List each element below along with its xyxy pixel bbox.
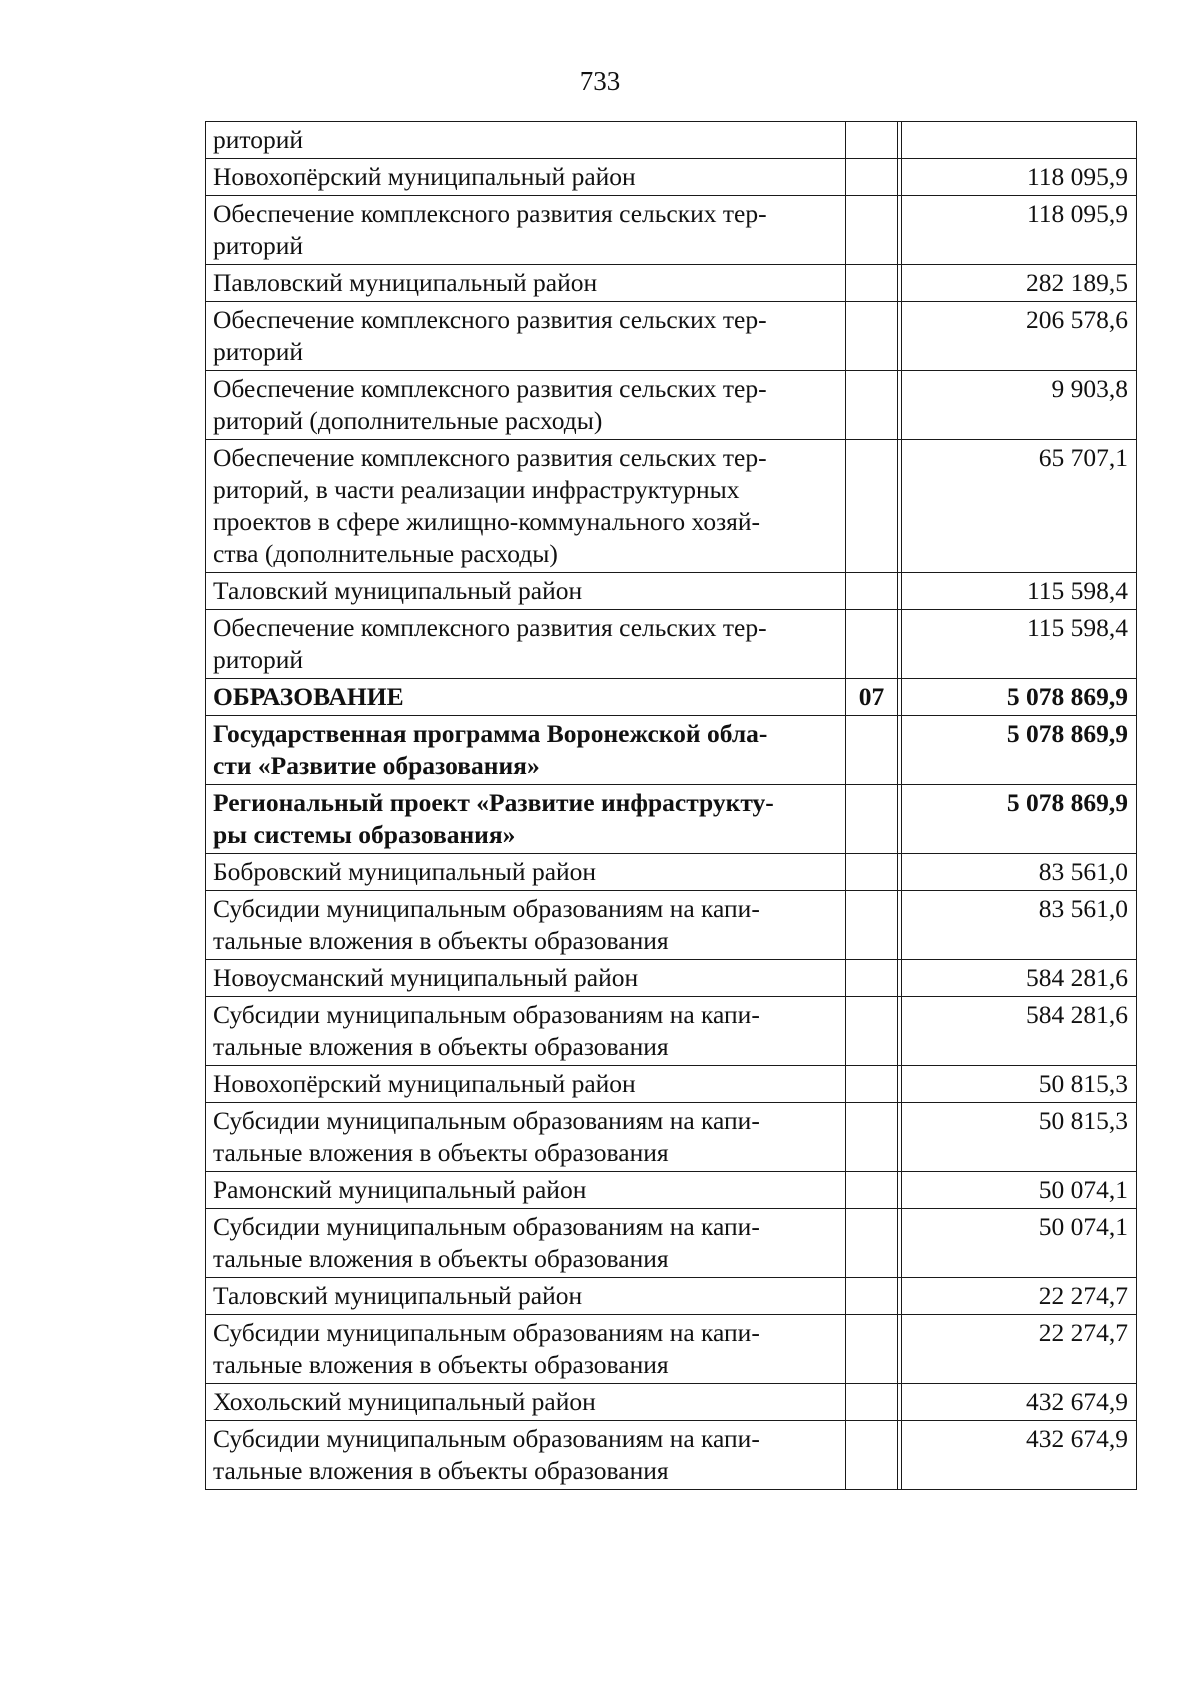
row-section-code — [846, 610, 898, 679]
row-name: Новоусманский муниципальный район — [206, 960, 846, 997]
row-name: Субсидии муниципальным образованиям на капи- тальные вложения в объекты образования — [206, 1421, 846, 1490]
row-name: Обеспечение комплексного развития сельских тер- риторий (дополнительные расходы) — [206, 371, 846, 440]
row-section-code — [846, 785, 898, 854]
row-name: риторий — [206, 122, 846, 159]
table-row — [206, 1103, 1137, 1172]
row-section-code — [846, 1209, 898, 1278]
row-name: Обеспечение комплексного развития сельских тер- риторий — [206, 196, 846, 265]
table-row — [206, 785, 1137, 854]
row-amount: 5 078 869,9 — [902, 785, 1137, 854]
row-amount: 115 598,4 — [902, 610, 1137, 679]
table-row — [206, 1066, 1137, 1103]
table-row — [206, 122, 1137, 159]
row-section-code — [846, 159, 898, 196]
budget-table — [205, 121, 1137, 1490]
row-amount: 22 274,7 — [902, 1315, 1137, 1384]
row-section-code — [846, 960, 898, 997]
table-row — [206, 371, 1137, 440]
row-section-code — [846, 1278, 898, 1315]
row-section-code — [846, 265, 898, 302]
table-row — [206, 679, 1137, 716]
row-amount: 584 281,6 — [902, 997, 1137, 1066]
table-row — [206, 716, 1137, 785]
row-name: Государственная программа Воронежской обла- сти «Развитие образования» — [206, 716, 846, 785]
row-amount: 22 274,7 — [902, 1278, 1137, 1315]
row-amount: 65 707,1 — [902, 440, 1137, 573]
row-amount: 5 078 869,9 — [902, 679, 1137, 716]
table-row — [206, 1278, 1137, 1315]
row-amount: 432 674,9 — [902, 1421, 1137, 1490]
row-amount: 83 561,0 — [902, 891, 1137, 960]
table-row — [206, 960, 1137, 997]
row-section-code — [846, 854, 898, 891]
row-section-code — [846, 1172, 898, 1209]
row-name: Новохопёрский муниципальный район — [206, 159, 846, 196]
row-section-code — [846, 1103, 898, 1172]
table-row — [206, 196, 1137, 265]
row-name: Субсидии муниципальным образованиям на капи- тальные вложения в объекты образования — [206, 1315, 846, 1384]
row-name: Субсидии муниципальным образованиям на капи- тальные вложения в объекты образования — [206, 997, 846, 1066]
row-section-code — [846, 1421, 898, 1490]
table-row — [206, 997, 1137, 1066]
table-row — [206, 302, 1137, 371]
table-row — [206, 159, 1137, 196]
table-row — [206, 1209, 1137, 1278]
row-amount: 206 578,6 — [902, 302, 1137, 371]
row-name: Рамонский муниципальный район — [206, 1172, 846, 1209]
row-amount: 432 674,9 — [902, 1384, 1137, 1421]
row-name: Субсидии муниципальным образованиям на капи- тальные вложения в объекты образования — [206, 891, 846, 960]
table-row — [206, 440, 1137, 573]
row-section-code — [846, 440, 898, 573]
row-amount: 50 074,1 — [902, 1172, 1137, 1209]
page-number: 733 — [579, 66, 621, 96]
row-amount: 115 598,4 — [902, 573, 1137, 610]
row-section-code — [846, 196, 898, 265]
table-row — [206, 573, 1137, 610]
row-name: Обеспечение комплексного развития сельских тер- риторий, в части реализации инфраструктурных проектов в сфере жилищно-коммунального хозяй- ства (дополнительные расходы) — [206, 440, 846, 573]
row-section-code — [846, 1315, 898, 1384]
table-row — [206, 1315, 1137, 1384]
row-amount: 9 903,8 — [902, 371, 1137, 440]
row-amount: 50 815,3 — [902, 1103, 1137, 1172]
row-amount: 118 095,9 — [902, 159, 1137, 196]
budget-table-body — [206, 122, 1137, 1490]
table-row — [206, 891, 1137, 960]
row-amount: 83 561,0 — [902, 854, 1137, 891]
table-row — [206, 265, 1137, 302]
row-section-code — [846, 1384, 898, 1421]
row-name: Субсидии муниципальным образованиям на капи- тальные вложения в объекты образования — [206, 1103, 846, 1172]
table-row — [206, 610, 1137, 679]
row-name: Субсидии муниципальным образованиям на капи- тальные вложения в объекты образования — [206, 1209, 846, 1278]
row-name: Хохольский муниципальный район — [206, 1384, 846, 1421]
row-name: ОБРАЗОВАНИЕ — [206, 679, 846, 716]
row-section-code: 07 — [846, 679, 898, 716]
row-amount: 282 189,5 — [902, 265, 1137, 302]
row-name: Таловский муниципальный район — [206, 1278, 846, 1315]
row-section-code — [846, 1066, 898, 1103]
row-section-code — [846, 891, 898, 960]
row-amount: 50 074,1 — [902, 1209, 1137, 1278]
row-name: Таловский муниципальный район — [206, 573, 846, 610]
row-amount: 118 095,9 — [902, 196, 1137, 265]
row-name: Региональный проект «Развитие инфраструкту- ры системы образования» — [206, 785, 846, 854]
row-name: Павловский муниципальный район — [206, 265, 846, 302]
row-section-code — [846, 371, 898, 440]
row-section-code — [846, 302, 898, 371]
row-name: Новохопёрский муниципальный район — [206, 1066, 846, 1103]
row-section-code — [846, 573, 898, 610]
row-amount: 50 815,3 — [902, 1066, 1137, 1103]
row-amount — [902, 122, 1137, 159]
table-row — [206, 1421, 1137, 1490]
table-row — [206, 854, 1137, 891]
row-name: Бобровский муниципальный район — [206, 854, 846, 891]
row-section-code — [846, 122, 898, 159]
table-row — [206, 1384, 1137, 1421]
row-amount: 5 078 869,9 — [902, 716, 1137, 785]
row-name: Обеспечение комплексного развития сельских тер- риторий — [206, 302, 846, 371]
row-section-code — [846, 716, 898, 785]
row-name: Обеспечение комплексного развития сельских тер- риторий — [206, 610, 846, 679]
row-amount: 584 281,6 — [902, 960, 1137, 997]
row-section-code — [846, 997, 898, 1066]
table-row — [206, 1172, 1137, 1209]
